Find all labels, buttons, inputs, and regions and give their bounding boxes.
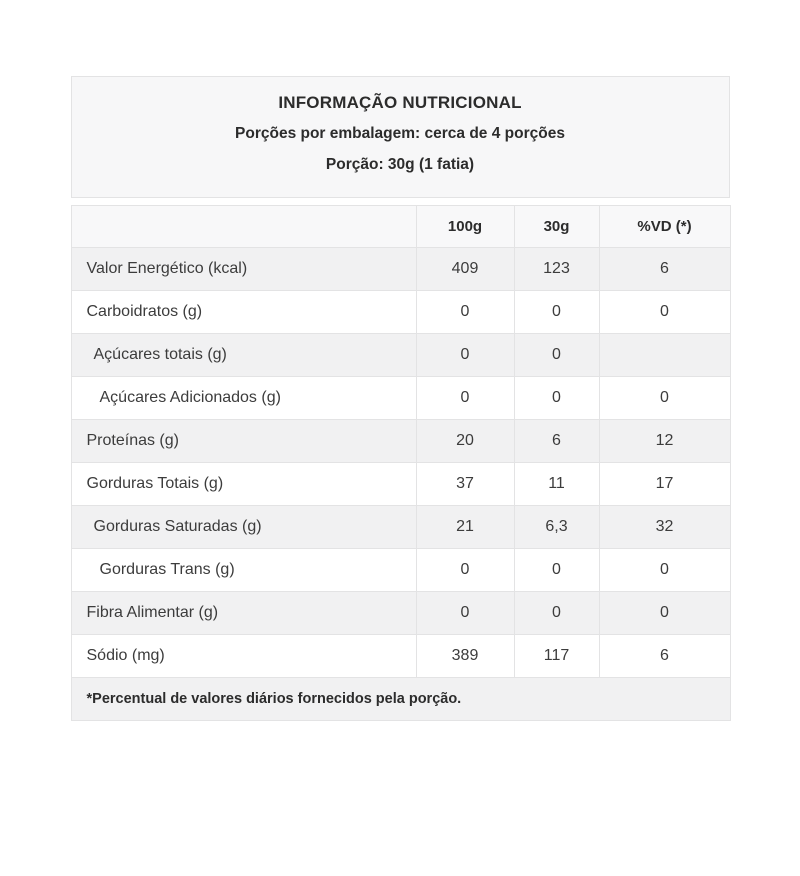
table-row xyxy=(71,549,730,592)
nutrient-value: 32 xyxy=(599,506,730,549)
nutrient-label: Gorduras Totais (g) xyxy=(71,463,416,506)
nutrient-value: 6 xyxy=(599,635,730,678)
nutrient-label: Gorduras Trans (g) xyxy=(71,549,416,592)
nutrient-value: 0 xyxy=(514,377,599,420)
nutrient-label: Carboidratos (g) xyxy=(71,291,416,334)
column-header-100g: 100g xyxy=(416,206,514,248)
nutrient-label: Açúcares Adicionados (g) xyxy=(71,377,416,420)
serving-size: Porção: 30g (1 fatia) xyxy=(325,156,475,173)
column-header-row xyxy=(71,206,730,248)
nutrient-value: 409 xyxy=(416,248,514,291)
column-header-empty xyxy=(71,206,416,248)
nutrient-value: 0 xyxy=(514,291,599,334)
nutrition-header xyxy=(71,76,730,198)
nutrient-value: 0 xyxy=(599,377,730,420)
table-row xyxy=(71,334,730,377)
table-row xyxy=(71,592,730,635)
nutrient-value: 11 xyxy=(514,463,599,506)
nutrition-title: INFORMAÇÃO NUTRICIONAL xyxy=(278,93,522,112)
nutrient-value: 21 xyxy=(416,506,514,549)
table-row xyxy=(71,377,730,420)
table-row xyxy=(71,506,730,549)
nutrient-value: 17 xyxy=(599,463,730,506)
nutrient-value: 6 xyxy=(514,420,599,463)
column-header-vd: %VD (*) xyxy=(599,206,730,248)
footnote-row xyxy=(71,678,730,721)
nutrient-value: 20 xyxy=(416,420,514,463)
nutrient-value: 117 xyxy=(514,635,599,678)
nutrient-value: 0 xyxy=(514,592,599,635)
nutrient-value: 37 xyxy=(416,463,514,506)
nutrient-value: 0 xyxy=(599,549,730,592)
nutrient-value: 0 xyxy=(599,291,730,334)
nutrient-value: 389 xyxy=(416,635,514,678)
nutrient-value: 123 xyxy=(514,248,599,291)
nutrition-table xyxy=(71,205,731,721)
nutrient-value: 0 xyxy=(599,592,730,635)
nutrition-label xyxy=(71,76,730,721)
nutrient-label: Sódio (mg) xyxy=(71,635,416,678)
column-header-30g: 30g xyxy=(514,206,599,248)
table-row xyxy=(71,635,730,678)
daily-value-footnote: *Percentual de valores diários fornecidos pela porção. xyxy=(71,678,730,721)
nutrient-value: 0 xyxy=(416,377,514,420)
nutrient-label: Proteínas (g) xyxy=(71,420,416,463)
nutrient-label: Valor Energético (kcal) xyxy=(71,248,416,291)
nutrient-value: 0 xyxy=(416,592,514,635)
nutrient-value: 6,3 xyxy=(514,506,599,549)
nutrient-value: 0 xyxy=(514,549,599,592)
nutrient-value: 0 xyxy=(416,549,514,592)
table-row xyxy=(71,463,730,506)
nutrient-value: 0 xyxy=(416,334,514,377)
servings-per-package: Porções por embalagem: cerca de 4 porções xyxy=(235,125,565,142)
nutrient-value: 6 xyxy=(599,248,730,291)
nutrient-label: Açúcares totais (g) xyxy=(71,334,416,377)
table-row xyxy=(71,420,730,463)
nutrient-value: 0 xyxy=(514,334,599,377)
nutrition-table-body xyxy=(71,248,730,678)
nutrient-value: 12 xyxy=(599,420,730,463)
nutrient-value: 0 xyxy=(416,291,514,334)
nutrient-label: Gorduras Saturadas (g) xyxy=(71,506,416,549)
nutrient-value xyxy=(599,334,730,377)
table-row xyxy=(71,291,730,334)
table-row xyxy=(71,248,730,291)
header-table-gap xyxy=(71,198,730,205)
nutrient-label: Fibra Alimentar (g) xyxy=(71,592,416,635)
